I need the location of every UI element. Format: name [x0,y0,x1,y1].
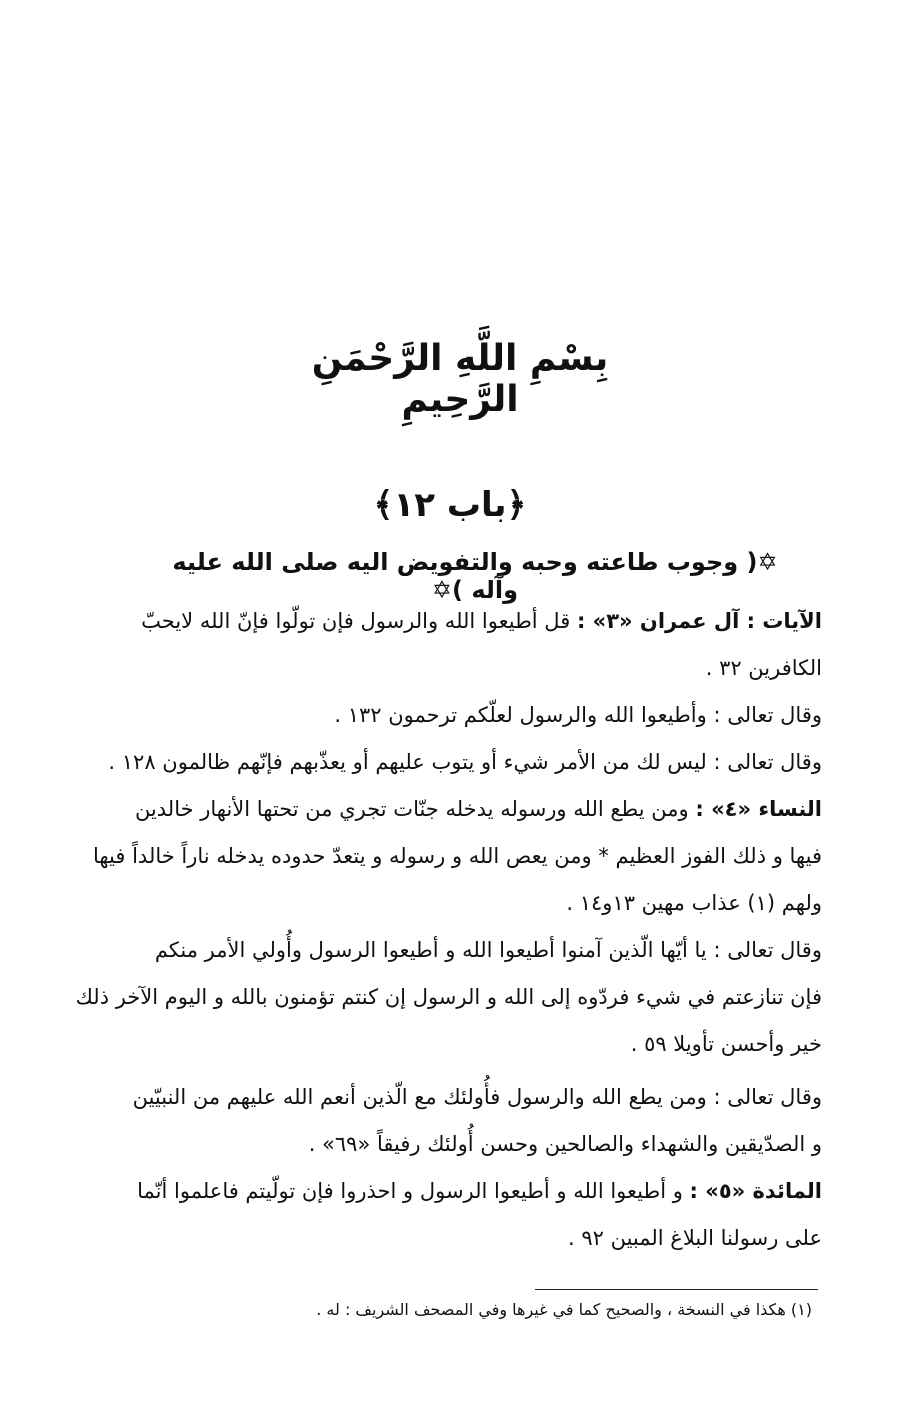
paragraph-al-imran [64,598,822,692]
footnote: (١) هكذا في النسخة ، والصحيح كما في غيرها وفي المصحف الشريف : له . [316,1300,812,1319]
paragraph-verse-59 [64,927,822,1068]
text-line: فإن تنازعتم في شيء فردّوه إلى الله و الرسول إن كنتم تؤمنون بالله و اليوم الآخر ذلك [75,985,822,1009]
text-line: وقال تعالى : وأطيعوا الله والرسول لعلّكم ترحمون ١٣٢ . [334,703,822,727]
text-line: وقال تعالى : ومن يطع الله والرسول فأُولئك مع الّذين أنعم الله عليهم من النبيّين [132,1085,822,1109]
paragraph-label: النساء «٤» : [695,797,822,821]
text-line: خير وأحسن تأويلا ٥٩ . [630,1032,822,1056]
basmala: بِسْمِ اللَّهِ الرَّحْمَنِ الرَّحِيمِ [311,338,609,420]
chapter-heading: ﴿باب ١٢﴾ [373,485,527,525]
paragraph-verse-132 [64,692,822,739]
paragraph-verse-69 [64,1074,822,1168]
line-text: ومن يطع الله ورسوله يدخله جنّات تجري من تحتها الأنهار خالدين [134,797,689,821]
text-line: وقال تعالى : يا أيّها الّذين آمنوا أطيعوا الله و أطيعوا الرسول وأُولي الأمر منكم [154,938,822,962]
text-line [64,598,822,645]
text-line [64,1168,822,1215]
footnote-divider [535,1289,818,1290]
text-line [64,786,822,833]
paragraph-al-maida [64,1168,822,1262]
text-line: فيها و ذلك الفوز العظيم * ومن يعص الله و رسوله و يتعدّ حدوده يدخله ناراً خالداً فيها [92,844,822,868]
text-line: و الصدّيقين والشهداء والصالحين وحسن أُولئك رفيقاً «٦٩» . [308,1132,822,1156]
paragraph-verse-128 [64,739,822,786]
paragraph-label: الآيات : آل عمران «٣» : [576,609,822,633]
paragraph-al-nisa [64,786,822,927]
text-line: الكافرين ٣٢ . [705,656,822,680]
text-line: على رسولنا البلاغ المبين ٩٢ . [568,1226,822,1250]
chapter-subtitle: ✡( وجوب طاعته وحبه والتفويض اليه صلى الله عليه وآله )✡ [172,548,778,604]
paragraph-label: المائدة «٥» : [689,1179,822,1203]
line-text: و أطيعوا الله و أطيعوا الرسول و احذروا فإن تولّيتم فاعلموا أنّما [137,1179,683,1203]
text-line: ولهم (١) عذاب مهين ١٣و١٤ . [566,891,822,915]
body-text [64,598,822,1262]
text-line: وقال تعالى : ليس لك من الأمر شيء أو يتوب عليهم أو يعذّبهم فإنّهم ظالمون ١٢٨ . [108,750,822,774]
line-text: قل أطيعوا الله والرسول فإن تولّوا فإنّ الله لايحبّ [141,609,571,633]
